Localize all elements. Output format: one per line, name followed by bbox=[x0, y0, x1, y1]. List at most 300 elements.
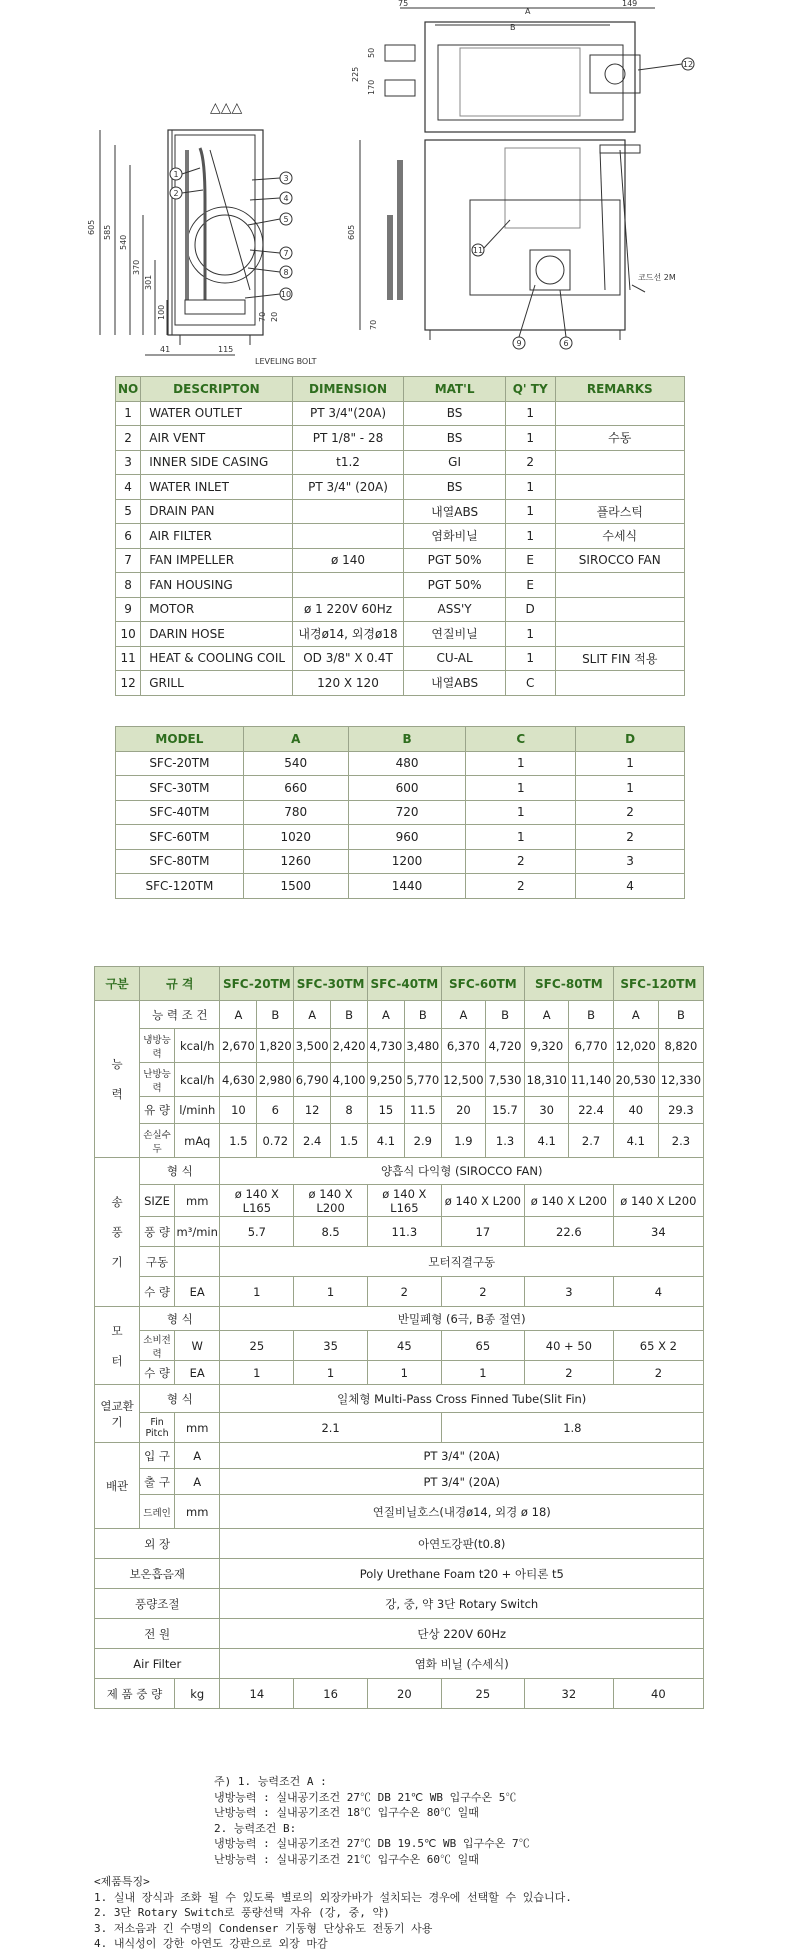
row-label: 풍 량 bbox=[140, 1217, 175, 1247]
inlet-row bbox=[95, 1443, 704, 1469]
table-cell: 1 bbox=[505, 499, 555, 524]
row-unit: kg bbox=[174, 1679, 220, 1709]
table-cell: 1 bbox=[466, 800, 576, 825]
spec-cell: 4 bbox=[613, 1277, 703, 1307]
spec-cell: 20,530 bbox=[613, 1063, 658, 1097]
capacity-condition-row bbox=[95, 1001, 704, 1029]
hex-type-value: 일체형 Multi-Pass Cross Finned Tube(Slit Fin) bbox=[220, 1385, 704, 1413]
spec-cell: 2,980 bbox=[257, 1063, 294, 1097]
table-cell: DRAIN PAN bbox=[141, 499, 292, 524]
spec-cell: 34 bbox=[613, 1217, 703, 1247]
spec-cell: 4.1 bbox=[613, 1124, 658, 1158]
col-header: D bbox=[576, 727, 685, 752]
model-header: SFC-80TM bbox=[525, 967, 614, 1001]
technical-drawing bbox=[0, 0, 805, 365]
table-cell: OD 3/8" X 0.4T bbox=[292, 646, 404, 671]
category-motor: 모 터 bbox=[95, 1307, 140, 1385]
spec-cell: 2.7 bbox=[569, 1124, 613, 1158]
spec-cell: 40 + 50 bbox=[525, 1331, 614, 1361]
spec-cell: 1 bbox=[220, 1361, 294, 1385]
spec-cell: 1.5 bbox=[220, 1124, 257, 1158]
table-cell: DARIN HOSE bbox=[141, 622, 292, 647]
dim-41: 41 bbox=[160, 345, 171, 354]
row-unit: mm bbox=[174, 1495, 220, 1529]
table-cell: 내열ABS bbox=[404, 671, 505, 696]
front-view-top bbox=[351, 0, 694, 132]
spec-cell: 35 bbox=[294, 1331, 368, 1361]
air-filter-value: 염화 비닐 (수세식) bbox=[220, 1649, 704, 1679]
table-cell: HEAT & COOLING COIL bbox=[141, 646, 292, 671]
gyugyeok-header: 규 격 bbox=[140, 967, 220, 1001]
dim-170: 170 bbox=[367, 79, 376, 95]
table-cell: 10 bbox=[116, 622, 141, 647]
table-cell: 480 bbox=[348, 751, 466, 776]
fin-pitch-b: 1.8 bbox=[441, 1413, 703, 1443]
dim-605: 605 bbox=[87, 219, 96, 235]
callout-12: 12 bbox=[682, 60, 694, 69]
table-cell: INNER SIDE CASING bbox=[141, 450, 292, 475]
spec-cell: 18,310 bbox=[525, 1063, 569, 1097]
callout-3: 3 bbox=[283, 174, 289, 183]
row-unit: kcal/h bbox=[174, 1029, 220, 1063]
table-cell: PGT 50% bbox=[404, 573, 505, 598]
table-row bbox=[116, 751, 685, 776]
hex-type-row bbox=[95, 1385, 704, 1413]
spec-cell: 8.5 bbox=[294, 1217, 368, 1247]
row-label: 외 장 bbox=[95, 1529, 220, 1559]
spec-cell: A bbox=[220, 1001, 257, 1029]
spec-cell: 15.7 bbox=[486, 1097, 525, 1124]
table-cell: 1 bbox=[116, 401, 141, 426]
spec-cell: 3,480 bbox=[404, 1029, 441, 1063]
table-row bbox=[116, 475, 685, 500]
table-row bbox=[116, 573, 685, 598]
spec-cell: 10 bbox=[220, 1097, 257, 1124]
row-label: SIZE bbox=[140, 1185, 175, 1217]
table-row bbox=[116, 450, 685, 475]
table-cell: 수동 bbox=[555, 426, 684, 451]
table-cell: 1020 bbox=[243, 825, 348, 850]
table-cell: 780 bbox=[243, 800, 348, 825]
col-header: REMARKS bbox=[555, 377, 684, 402]
row-label: 풍량조절 bbox=[95, 1589, 220, 1619]
table-cell: BS bbox=[404, 475, 505, 500]
spec-cell: 25 bbox=[441, 1679, 524, 1709]
spec-cell: 1 bbox=[367, 1361, 441, 1385]
dim-75: 75 bbox=[398, 0, 409, 8]
power-source-row bbox=[95, 1619, 704, 1649]
spec-cell: A bbox=[441, 1001, 485, 1029]
table-cell: 1440 bbox=[348, 874, 466, 899]
casing-row bbox=[95, 1529, 704, 1559]
model-header: SFC-20TM bbox=[220, 967, 294, 1001]
weight-row bbox=[95, 1679, 704, 1709]
table-cell bbox=[555, 450, 684, 475]
fan-drive-row bbox=[95, 1247, 704, 1277]
front-view-bottom bbox=[347, 140, 676, 349]
spec-cell: 1 bbox=[441, 1361, 524, 1385]
row-unit: l/minh bbox=[174, 1097, 220, 1124]
svg-text:△△△: △△△ bbox=[210, 100, 243, 116]
callout-6: 6 bbox=[563, 339, 569, 348]
spec-cell: ø 140 X L165 bbox=[367, 1185, 441, 1217]
row-label: 보온흡음재 bbox=[95, 1559, 220, 1589]
spec-cell: 40 bbox=[613, 1679, 703, 1709]
table-cell: SFC-40TM bbox=[116, 800, 244, 825]
spec-cell: 3 bbox=[525, 1277, 614, 1307]
spec-cell: 1,820 bbox=[257, 1029, 294, 1063]
dim-70-right: 70 bbox=[369, 319, 378, 330]
spec-cell: B bbox=[486, 1001, 525, 1029]
table-row bbox=[116, 849, 685, 874]
table-cell: 3 bbox=[116, 450, 141, 475]
spec-cell: 8,820 bbox=[658, 1029, 703, 1063]
air-volume-row bbox=[95, 1217, 704, 1247]
spec-cell: 1 bbox=[294, 1361, 368, 1385]
callout-1: 1 bbox=[173, 170, 179, 179]
table-cell: BS bbox=[404, 401, 505, 426]
spec-cell: A bbox=[525, 1001, 569, 1029]
row-unit: mm bbox=[174, 1413, 220, 1443]
table-cell: E bbox=[505, 548, 555, 573]
row-label: 형 식 bbox=[140, 1385, 220, 1413]
row-label: 입 구 bbox=[140, 1443, 175, 1469]
row-unit: A bbox=[174, 1443, 220, 1469]
spec-cell: ø 140 X L200 bbox=[613, 1185, 703, 1217]
dim-605-right: 605 bbox=[347, 224, 356, 240]
table-cell: 1 bbox=[505, 622, 555, 647]
table-cell: WATER INLET bbox=[141, 475, 292, 500]
gubun-header: 구분 bbox=[95, 967, 140, 1001]
col-header: DESCRIPTON bbox=[141, 377, 292, 402]
casing-value: 아연도강판(t0.8) bbox=[220, 1529, 704, 1559]
spec-cell: B bbox=[569, 1001, 613, 1029]
spec-cell: 12 bbox=[294, 1097, 331, 1124]
dim-225: 225 bbox=[351, 66, 360, 82]
spec-cell: 65 bbox=[441, 1331, 524, 1361]
spec-cell: B bbox=[404, 1001, 441, 1029]
spec-cell: B bbox=[331, 1001, 368, 1029]
col-header: MAT'L bbox=[404, 377, 505, 402]
table-cell: FAN HOUSING bbox=[141, 573, 292, 598]
spec-cell: 16 bbox=[294, 1679, 368, 1709]
row-label: 냉방능력 bbox=[140, 1029, 175, 1063]
table-cell: 염화비닐 bbox=[404, 524, 505, 549]
table-cell: 600 bbox=[348, 776, 466, 801]
air-control-value: 강, 중, 약 3단 Rotary Switch bbox=[220, 1589, 704, 1619]
table-cell: 8 bbox=[116, 573, 141, 598]
spec-cell: 4,630 bbox=[220, 1063, 257, 1097]
fan-qty-row bbox=[95, 1277, 704, 1307]
table-cell: 3 bbox=[576, 849, 685, 874]
table-cell: 4 bbox=[576, 874, 685, 899]
table-cell: 11 bbox=[116, 646, 141, 671]
motor-type-row bbox=[95, 1307, 704, 1331]
spec-cell: 2.3 bbox=[658, 1124, 703, 1158]
table-cell: D bbox=[505, 597, 555, 622]
table-cell: GI bbox=[404, 450, 505, 475]
dim-301: 301 bbox=[144, 274, 153, 290]
col-header: C bbox=[466, 727, 576, 752]
spec-cell: 2 bbox=[613, 1361, 703, 1385]
table-cell bbox=[555, 622, 684, 647]
spec-cell: 2,670 bbox=[220, 1029, 257, 1063]
col-header: B bbox=[348, 727, 466, 752]
spec-cell: ø 140 X L165 bbox=[220, 1185, 294, 1217]
table-row bbox=[116, 671, 685, 696]
dim-100: 100 bbox=[157, 304, 166, 320]
table-cell: 플라스틱 bbox=[555, 499, 684, 524]
table-cell bbox=[292, 573, 404, 598]
col-header: DIMENSION bbox=[292, 377, 404, 402]
table-cell: PT 3/4" (20A) bbox=[292, 475, 404, 500]
table-cell: AIR FILTER bbox=[141, 524, 292, 549]
spec-cell: 2.4 bbox=[294, 1124, 331, 1158]
table-cell: PGT 50% bbox=[404, 548, 505, 573]
spec-cell: 11,140 bbox=[569, 1063, 613, 1097]
table-row bbox=[116, 776, 685, 801]
table-cell: 120 X 120 bbox=[292, 671, 404, 696]
table-cell: 720 bbox=[348, 800, 466, 825]
table-row bbox=[116, 874, 685, 899]
row-label: 형 식 bbox=[140, 1307, 220, 1331]
row-label: 수 량 bbox=[140, 1361, 175, 1385]
spec-cell: 29.3 bbox=[658, 1097, 703, 1124]
spec-cell: 22.4 bbox=[569, 1097, 613, 1124]
table-row bbox=[116, 499, 685, 524]
row-label: 소비전력 bbox=[140, 1331, 175, 1361]
spec-cell: 2 bbox=[441, 1277, 524, 1307]
table-cell: 1 bbox=[505, 524, 555, 549]
spec-cell: A bbox=[367, 1001, 404, 1029]
table-cell: 2 bbox=[116, 426, 141, 451]
table-cell: 7 bbox=[116, 548, 141, 573]
spec-cell: 6,770 bbox=[569, 1029, 613, 1063]
table-cell: 1 bbox=[505, 646, 555, 671]
row-label: 전 원 bbox=[95, 1619, 220, 1649]
dim-370: 370 bbox=[132, 259, 141, 275]
callout-7: 7 bbox=[283, 249, 289, 258]
motor-type-value: 반밀폐형 (6극, B종 절연) bbox=[220, 1307, 704, 1331]
spec-cell: 32 bbox=[525, 1679, 614, 1709]
callout-5: 5 bbox=[283, 215, 289, 224]
table-cell: ø 1 220V 60Hz bbox=[292, 597, 404, 622]
fan-drive-value: 모터직결구동 bbox=[220, 1247, 704, 1277]
row-unit: W bbox=[174, 1331, 220, 1361]
spec-cell: ø 140 X L200 bbox=[525, 1185, 614, 1217]
spec-cell: 1.3 bbox=[486, 1124, 525, 1158]
table-cell bbox=[555, 573, 684, 598]
category-piping: 배관 bbox=[95, 1443, 140, 1529]
table-cell: 내열ABS bbox=[404, 499, 505, 524]
spec-header-row bbox=[95, 967, 704, 1001]
table-header-row bbox=[116, 727, 685, 752]
fin-pitch-a: 2.1 bbox=[220, 1413, 441, 1443]
fin-pitch-row bbox=[95, 1413, 704, 1443]
table-cell: 660 bbox=[243, 776, 348, 801]
col-header: Q' TY bbox=[505, 377, 555, 402]
table-cell: PT 3/4"(20A) bbox=[292, 401, 404, 426]
row-label: 수 량 bbox=[140, 1277, 175, 1307]
row-unit: mm bbox=[174, 1185, 220, 1217]
spec-cell: 65 X 2 bbox=[613, 1331, 703, 1361]
row-label: 구동 bbox=[140, 1247, 175, 1277]
model-header: SFC-40TM bbox=[367, 967, 441, 1001]
callout-10: 10 bbox=[280, 290, 292, 299]
spec-cell: 1 bbox=[220, 1277, 294, 1307]
spec-cell: 3,500 bbox=[294, 1029, 331, 1063]
row-unit: m³/min bbox=[174, 1217, 220, 1247]
row-label: Fin Pitch bbox=[140, 1413, 175, 1443]
spec-cell: 9,320 bbox=[525, 1029, 569, 1063]
spec-cell: B bbox=[658, 1001, 703, 1029]
table-cell: 540 bbox=[243, 751, 348, 776]
table-cell: 960 bbox=[348, 825, 466, 850]
spec-cell: ø 140 X L200 bbox=[294, 1185, 368, 1217]
table-cell: 2 bbox=[466, 874, 576, 899]
table-cell: 1200 bbox=[348, 849, 466, 874]
spec-cell: 40 bbox=[613, 1097, 658, 1124]
table-cell: PT 1/8" - 28 bbox=[292, 426, 404, 451]
table-cell bbox=[555, 671, 684, 696]
side-view bbox=[87, 100, 317, 365]
spec-cell: 22.6 bbox=[525, 1217, 614, 1247]
row-unit: mAq bbox=[174, 1124, 220, 1158]
spec-cell: 7,530 bbox=[486, 1063, 525, 1097]
spec-cell: 4.1 bbox=[525, 1124, 569, 1158]
air-control-row bbox=[95, 1589, 704, 1619]
table-cell: 1500 bbox=[243, 874, 348, 899]
model-header: SFC-60TM bbox=[441, 967, 524, 1001]
dim-70: 70 bbox=[258, 311, 267, 322]
table-cell bbox=[555, 401, 684, 426]
row-unit: EA bbox=[174, 1277, 220, 1307]
spec-cell: 6,370 bbox=[441, 1029, 485, 1063]
table-row bbox=[116, 524, 685, 549]
fan-size-row bbox=[95, 1185, 704, 1217]
table-cell: E bbox=[505, 573, 555, 598]
spec-cell: 6 bbox=[257, 1097, 294, 1124]
fan-type-value: 양흡식 다익형 (SIROCCO FAN) bbox=[220, 1158, 704, 1185]
table-cell: 12 bbox=[116, 671, 141, 696]
spec-table bbox=[94, 966, 704, 1709]
row-label: 손실수두 bbox=[140, 1124, 175, 1158]
category-heat-exchanger: 열교환기 bbox=[95, 1385, 140, 1443]
dim-b: B bbox=[510, 23, 516, 32]
table-cell: CU-AL bbox=[404, 646, 505, 671]
model-header: SFC-120TM bbox=[613, 967, 703, 1001]
fan-type-row bbox=[95, 1158, 704, 1185]
table-cell: WATER OUTLET bbox=[141, 401, 292, 426]
motor-qty-row bbox=[95, 1361, 704, 1385]
table-row bbox=[116, 825, 685, 850]
spec-cell: 2 bbox=[525, 1361, 614, 1385]
spec-cell: 1 bbox=[294, 1277, 368, 1307]
parts-table bbox=[115, 376, 685, 696]
table-cell: 1 bbox=[466, 776, 576, 801]
callout-4: 4 bbox=[283, 194, 289, 203]
spec-cell: 11.5 bbox=[404, 1097, 441, 1124]
table-cell: 1 bbox=[466, 751, 576, 776]
spec-cell: 1.9 bbox=[441, 1124, 485, 1158]
row-label: 능 력 조 건 bbox=[140, 1001, 220, 1029]
spec-cell: 12,020 bbox=[613, 1029, 658, 1063]
insulation-value: Poly Urethane Foam t20 + 아티론 t5 bbox=[220, 1559, 704, 1589]
spec-cell: 4,720 bbox=[486, 1029, 525, 1063]
table-cell: C bbox=[505, 671, 555, 696]
table-row bbox=[116, 800, 685, 825]
table-cell: AIR VENT bbox=[141, 426, 292, 451]
table-cell: SIROCCO FAN bbox=[555, 548, 684, 573]
table-cell bbox=[555, 475, 684, 500]
air-filter-row bbox=[95, 1649, 704, 1679]
table-cell: ø 140 bbox=[292, 548, 404, 573]
insulation-row bbox=[95, 1559, 704, 1589]
spec-cell: 15 bbox=[367, 1097, 404, 1124]
col-header: A bbox=[243, 727, 348, 752]
spec-cell: 4,730 bbox=[367, 1029, 404, 1063]
table-cell: 수세식 bbox=[555, 524, 684, 549]
table-cell: SFC-20TM bbox=[116, 751, 244, 776]
callout-9: 9 bbox=[516, 339, 522, 348]
spec-cell: 25 bbox=[220, 1331, 294, 1361]
spec-cell: 4,100 bbox=[331, 1063, 368, 1097]
table-cell: 연질비닐 bbox=[404, 622, 505, 647]
table-row bbox=[116, 426, 685, 451]
table-cell: 4 bbox=[116, 475, 141, 500]
model-header: SFC-30TM bbox=[294, 967, 368, 1001]
dim-a: A bbox=[525, 7, 531, 16]
table-cell: 2 bbox=[466, 849, 576, 874]
spec-cell: 20 bbox=[441, 1097, 485, 1124]
row-label: Air Filter bbox=[95, 1649, 220, 1679]
table-cell: 1 bbox=[576, 776, 685, 801]
cord-label: 코드선 2M bbox=[638, 273, 676, 282]
leveling-bolt-label: LEVELING BOLT bbox=[255, 357, 317, 365]
table-cell: 5 bbox=[116, 499, 141, 524]
callout-8: 8 bbox=[283, 268, 289, 277]
spec-cell: 45 bbox=[367, 1331, 441, 1361]
dim-115: 115 bbox=[218, 345, 234, 354]
table-cell: 1260 bbox=[243, 849, 348, 874]
table-cell: 2 bbox=[505, 450, 555, 475]
table-header-row bbox=[116, 377, 685, 402]
table-row bbox=[116, 597, 685, 622]
head-loss-row bbox=[95, 1124, 704, 1158]
power-row bbox=[95, 1331, 704, 1361]
spec-cell: ø 140 X L200 bbox=[441, 1185, 524, 1217]
table-cell bbox=[292, 499, 404, 524]
spec-cell: B bbox=[257, 1001, 294, 1029]
table-cell: t1.2 bbox=[292, 450, 404, 475]
spec-cell: 8 bbox=[331, 1097, 368, 1124]
table-cell: SFC-80TM bbox=[116, 849, 244, 874]
dim-50: 50 bbox=[367, 47, 376, 58]
spec-cell: 2,420 bbox=[331, 1029, 368, 1063]
row-label: 난방능력 bbox=[140, 1063, 175, 1097]
table-cell: FAN IMPELLER bbox=[141, 548, 292, 573]
col-header: NO bbox=[116, 377, 141, 402]
drain-value: 연질비닐호스(내경ø14, 외경 ø 18) bbox=[220, 1495, 704, 1529]
outlet-row bbox=[95, 1469, 704, 1495]
callout-11: 11 bbox=[472, 246, 484, 255]
spec-cell: 17 bbox=[441, 1217, 524, 1247]
spec-cell: 5,770 bbox=[404, 1063, 441, 1097]
cooling-capacity-row bbox=[95, 1029, 704, 1063]
table-cell: 1 bbox=[505, 401, 555, 426]
table-row bbox=[116, 401, 685, 426]
spec-cell: 14 bbox=[220, 1679, 294, 1709]
